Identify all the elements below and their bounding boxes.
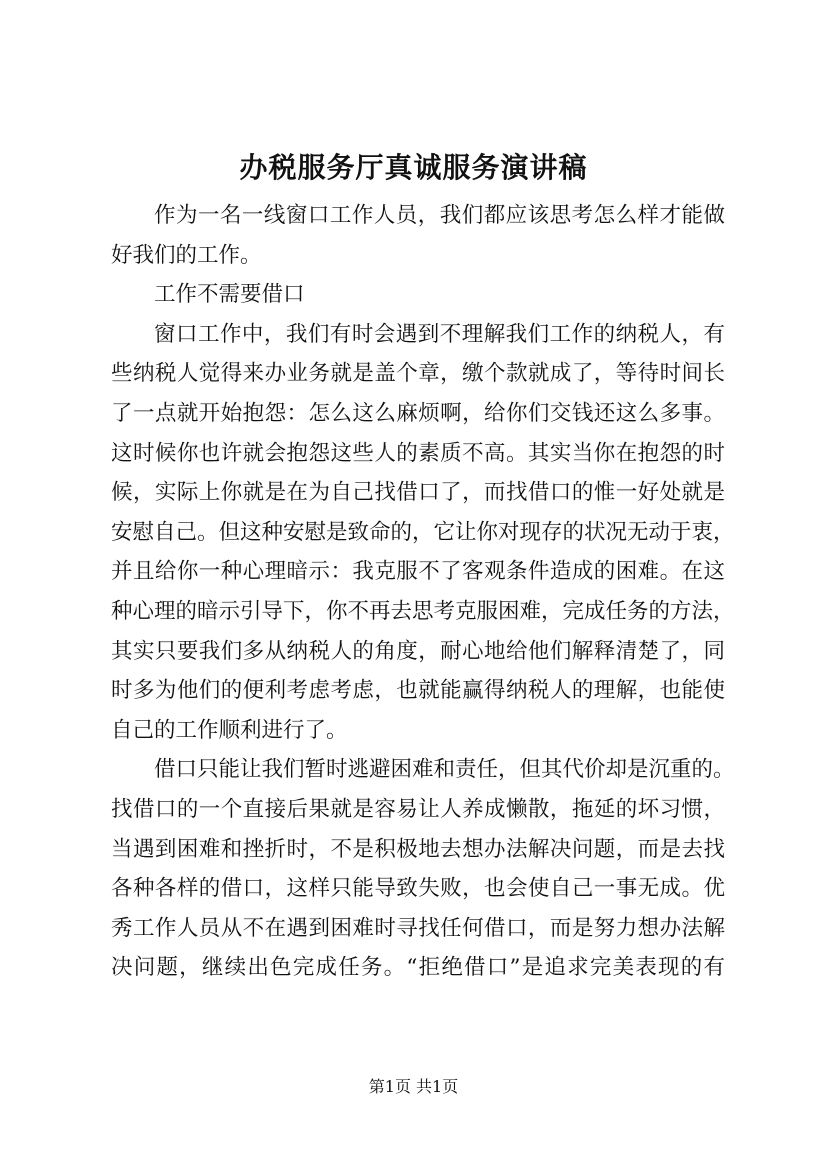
paragraph-line: 找借口的一个直接后果就是容易让人养成懒散，拖延的坏习惯，	[111, 796, 725, 822]
paragraph-line: 好我们的工作。	[111, 242, 262, 268]
paragraph-line: 安慰自己。但这种安慰是致命的，它让你对现存的状况无动于衷，	[111, 519, 735, 545]
paragraph-line: 当遇到困难和挫折时，不是积极地去想办法解决问题，而是去找	[111, 836, 725, 862]
paragraph-line: 秀工作人员从不在遇到困难时寻找任何借口，而是努力想办法解	[111, 915, 725, 941]
paragraph-1	[111, 196, 725, 275]
paragraph-line: 其实只要我们多从纳税人的角度，耐心地给他们解释清楚了，同	[111, 638, 725, 664]
paragraph-3	[111, 750, 735, 988]
section-heading-text: 工作不需要借口	[154, 282, 305, 308]
page-number-footer: 第1页 共1页	[368, 1077, 459, 1096]
document-body	[111, 196, 735, 988]
paragraph-line: 作为一名一线窗口工作人员，我们都应该思考怎么样才能做	[154, 203, 725, 228]
paragraph-line: 些纳税人觉得来办业务就是盖个章，缴个款就成了，等待时间长	[111, 361, 725, 387]
paragraph-line: 了一点就开始抱怨：怎么这么麻烦啊，给你们交钱还这么多事。	[111, 400, 725, 426]
paragraph-line: 各种各样的借口，这样只能导致失败，也会使自己一事无成。优	[111, 876, 725, 902]
paragraph-line: 种心理的暗示引导下，你不再去思考克服困难，完成任务的方法，	[111, 598, 735, 624]
paragraph-line: 候，实际上你就是在为自己找借口了，而找借口的惟一好处就是	[111, 480, 725, 506]
paragraph-line: 借口只能让我们暂时逃避困难和责任，但其代价却是沉重的。	[154, 757, 735, 783]
paragraph-line: 这时候你也许就会抱怨这些人的素质不高。其实当你在抱怨的时	[111, 440, 725, 466]
paragraph-line: 窗口工作中，我们有时会遇到不理解我们工作的纳税人，有	[154, 321, 725, 347]
section-heading	[111, 275, 725, 315]
paragraph-line: 时多为他们的便利考虑考虑，也就能赢得纳税人的理解，也能使	[111, 678, 725, 704]
document-title: 办税服务厅真诚服务演讲稿	[239, 151, 588, 184]
paragraph-line: 并且给你一种心理暗示：我克服不了客观条件造成的困难。在这	[111, 559, 725, 585]
paragraph-line: 决问题，继续出色完成任务。“拒绝借口”是追求完美表现的有	[111, 955, 725, 981]
paragraph-line: 自己的工作顺利进行了。	[111, 717, 348, 743]
paragraph-2	[111, 315, 735, 751]
